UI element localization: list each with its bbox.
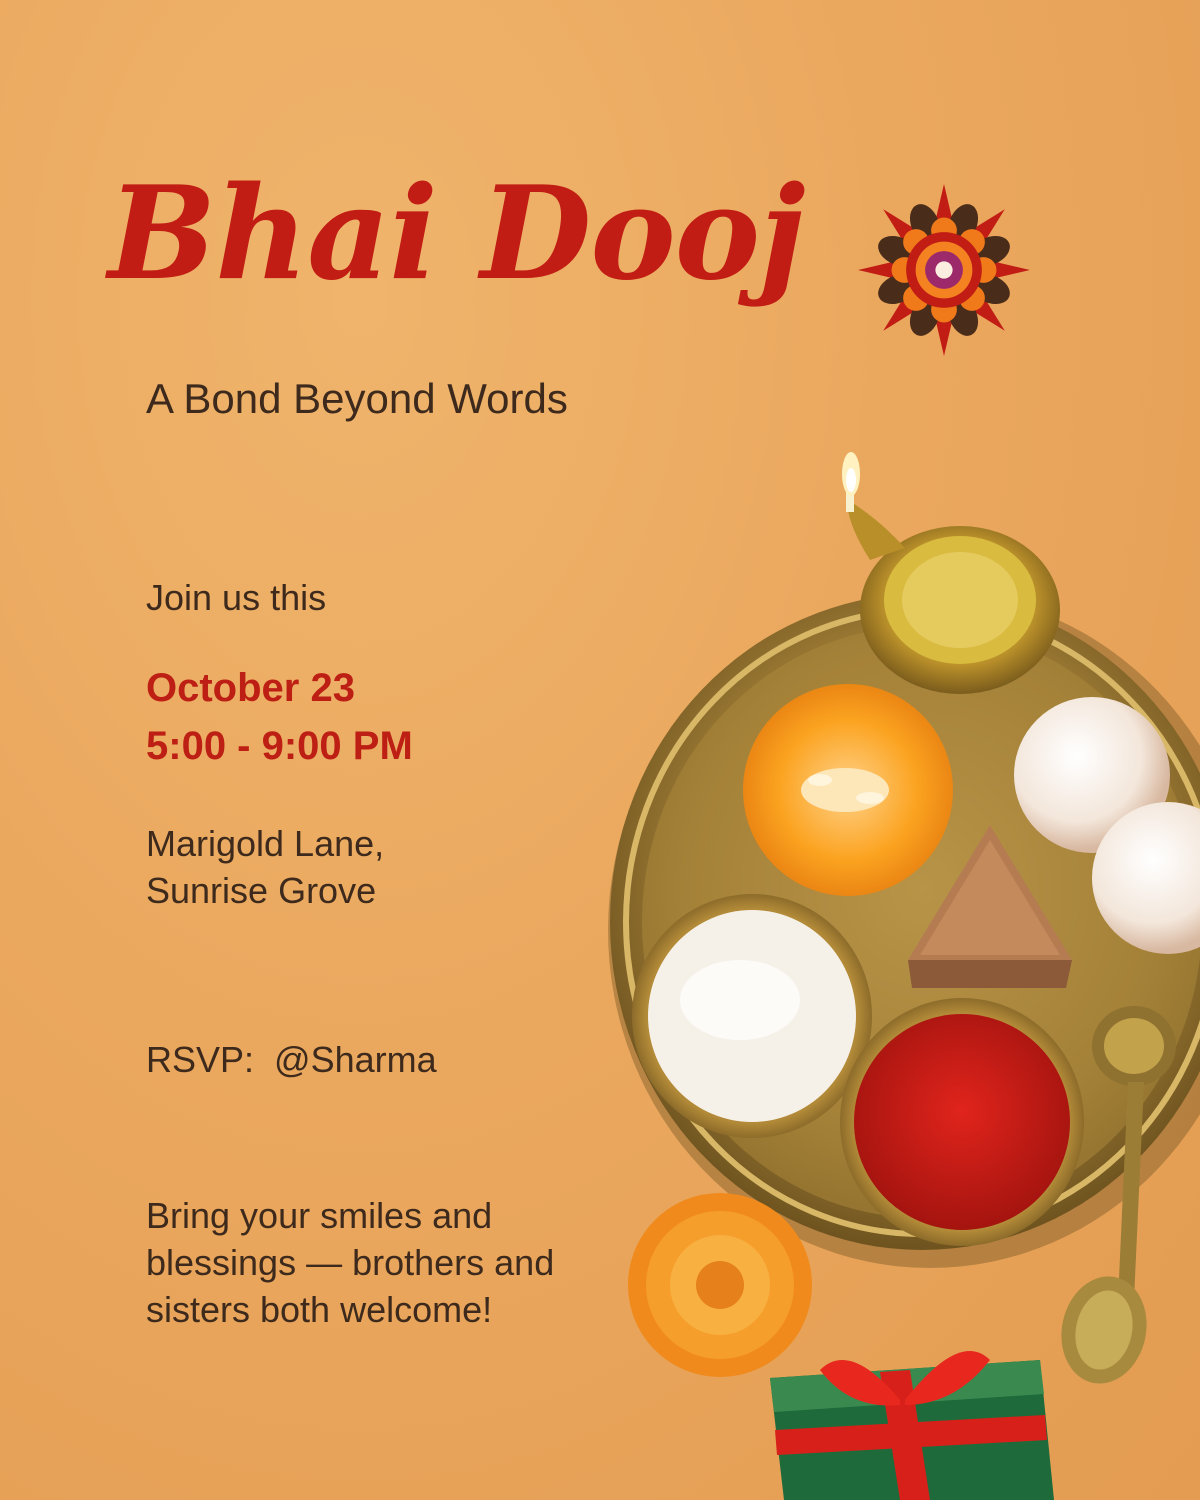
event-time: 5:00 - 9:00 PM bbox=[146, 724, 413, 768]
intro-text: Join us this bbox=[146, 577, 327, 618]
puja-thali-icon bbox=[600, 440, 1200, 1500]
closing-message bbox=[146, 1192, 554, 1333]
closing-line-1: Bring your smiles and bbox=[146, 1195, 493, 1236]
closing-line-3: sisters both welcome! bbox=[146, 1289, 493, 1330]
event-title: Bhai Dooj bbox=[108, 159, 805, 309]
event-subtitle: A Bond Beyond Words bbox=[146, 375, 568, 422]
event-address bbox=[146, 820, 384, 914]
address-line-1: Marigold Lane, bbox=[146, 823, 385, 864]
rsvp-text: RSVP: @Sharma bbox=[146, 1039, 437, 1080]
address-line-2: Sunrise Grove bbox=[146, 870, 377, 911]
closing-line-2: blessings — brothers and bbox=[146, 1242, 555, 1283]
mandala-flower-icon bbox=[858, 184, 1030, 356]
event-date: October 23 bbox=[146, 666, 355, 710]
